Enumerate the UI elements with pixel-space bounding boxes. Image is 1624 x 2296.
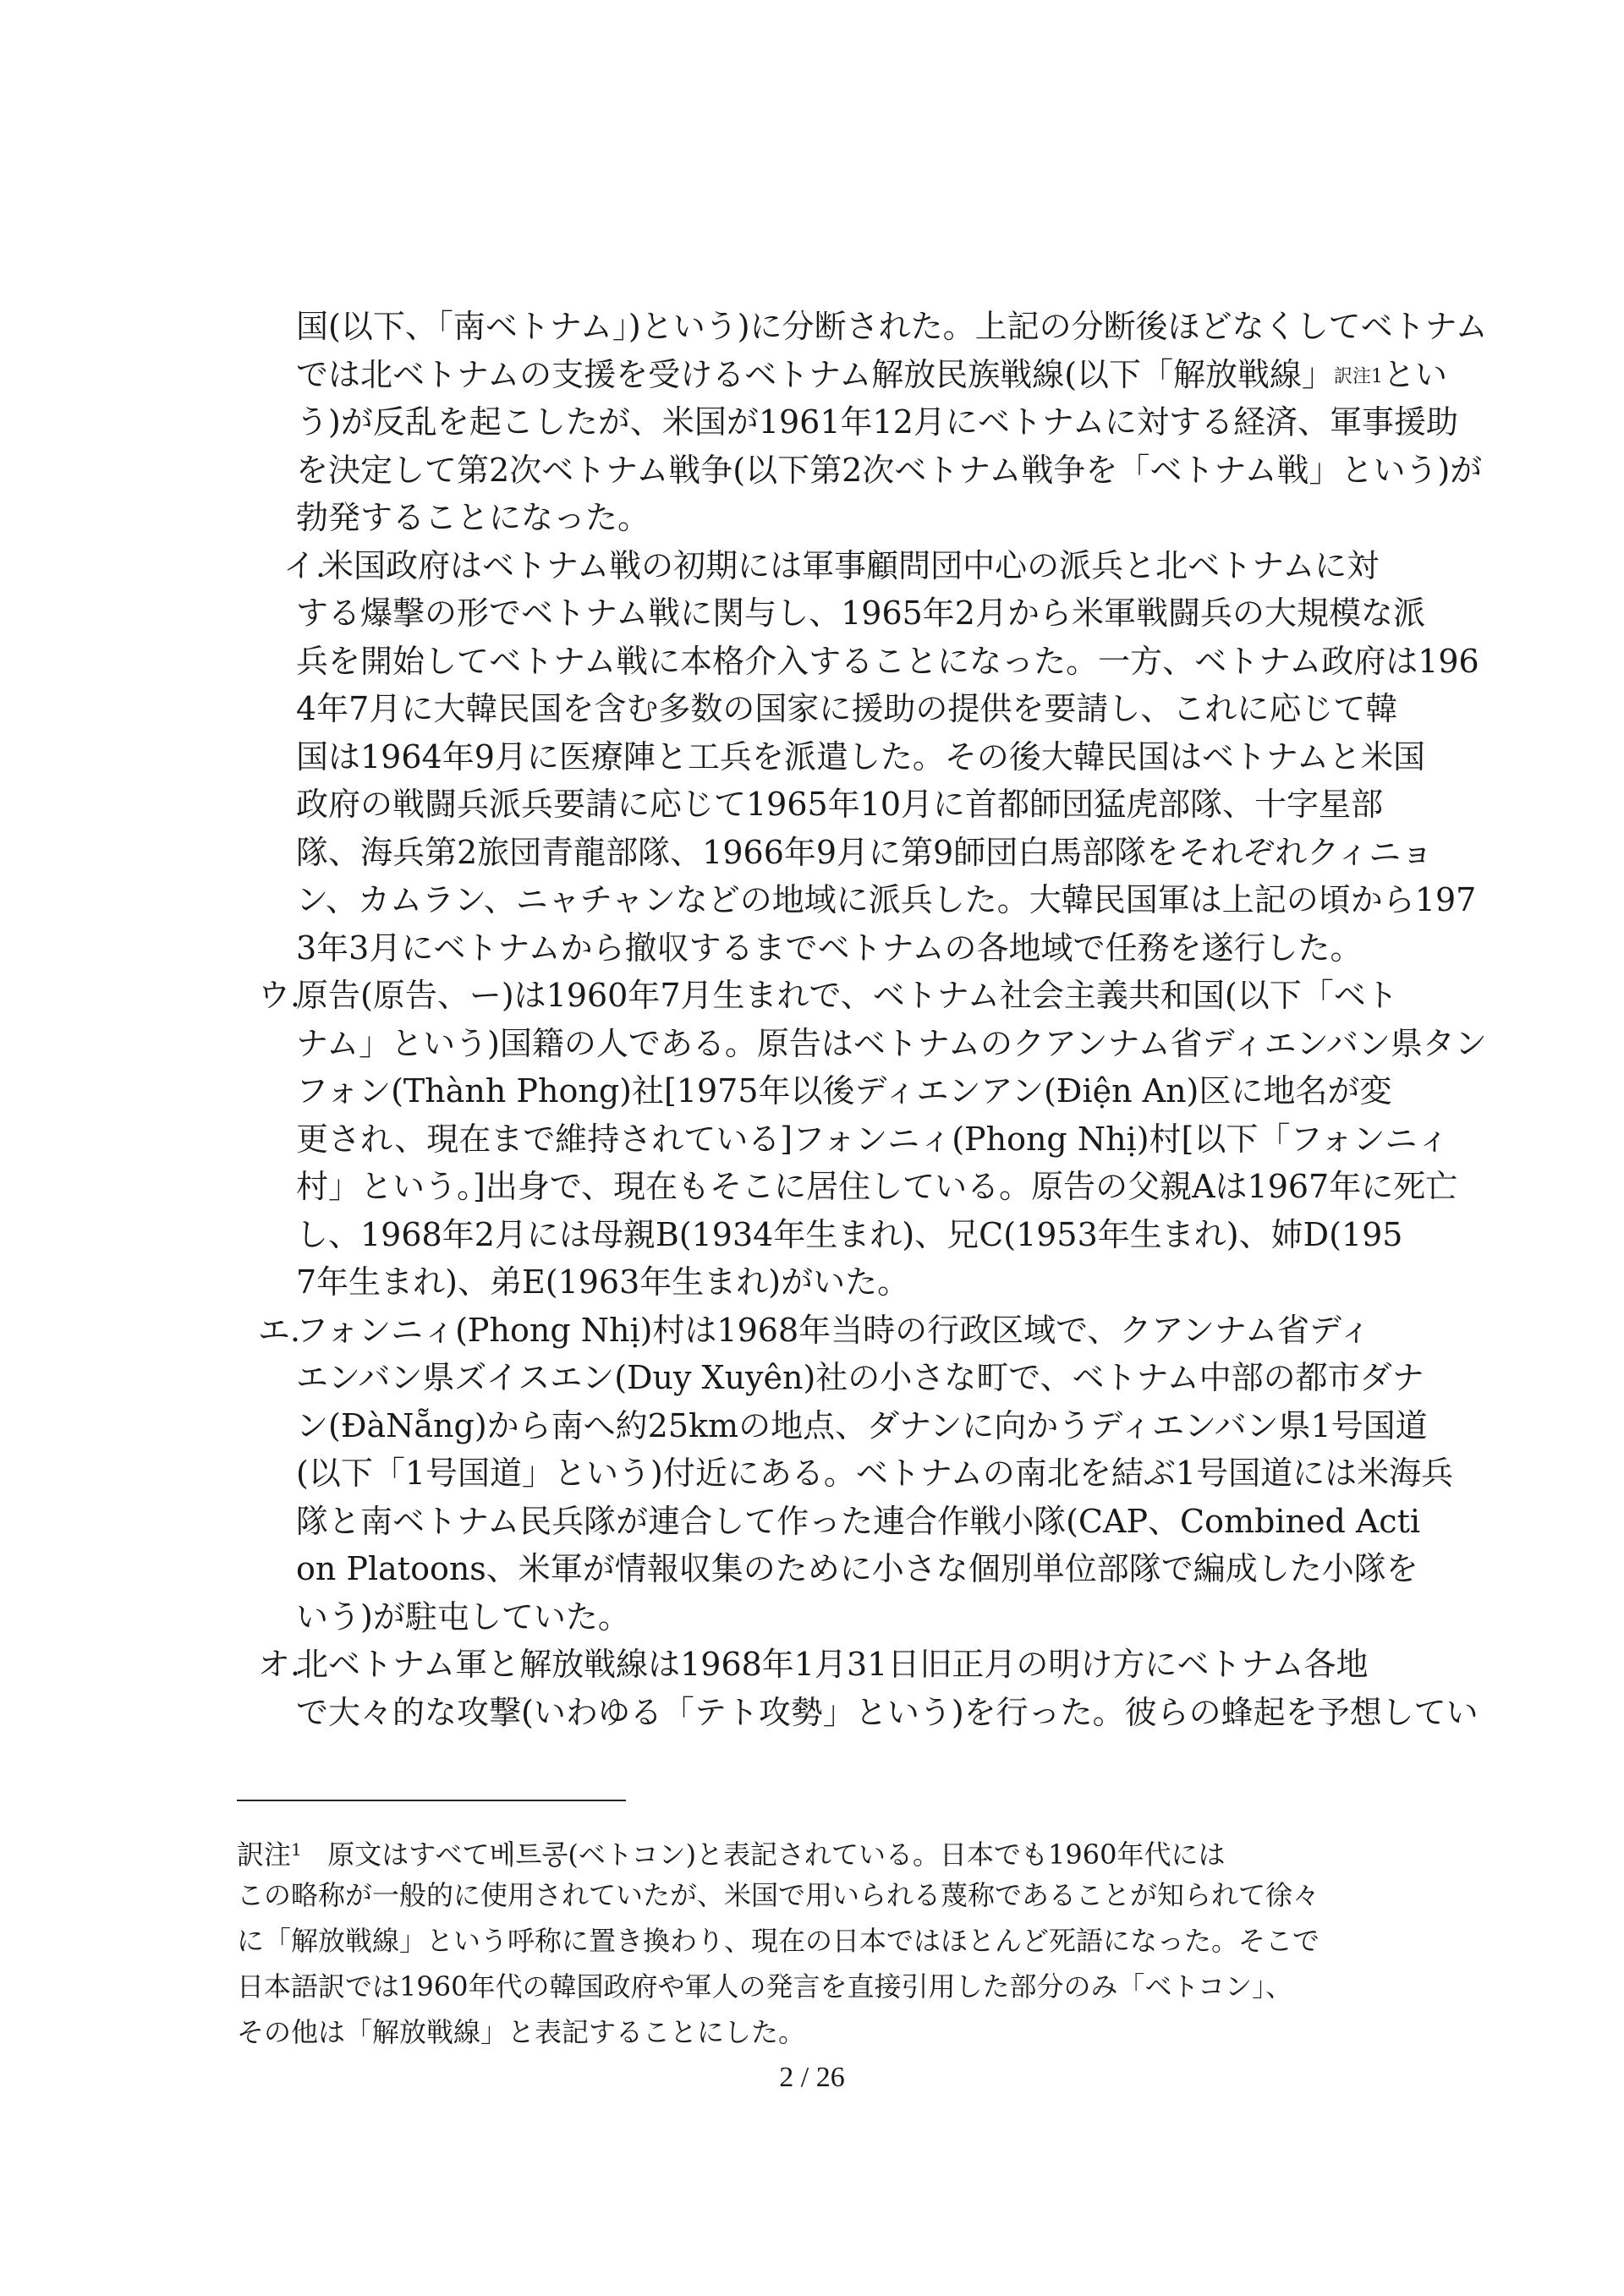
paragraph-line: 3年3月にベトナムから撤収するまでベトナムの各地域で任務を遂行した。 (296, 929, 1363, 967)
paragraph-line: 更され、現在まで維持されている]フォンニィ(Phong Nhị)村[以下「フォンニィ (296, 1120, 1450, 1158)
list-marker: オ. (258, 1646, 301, 1683)
footnote-divider (237, 1800, 626, 1801)
paragraph-line: 隊、海兵第2旅団青龍部隊、1966年9月に第9師団白馬部隊をそれぞれクィニョ (296, 833, 1434, 871)
list-item-marker-line: イ.米国政府はベトナム戦の初期には軍事顧問団中心の派兵と北ベトナムに対 (237, 542, 1438, 590)
paragraph-line: ン、カムラン、ニャチャンなどの地域に派兵した。大韓民国軍は上記の頃から197 (296, 881, 1477, 918)
footnote-label: 訳注 (237, 1838, 292, 1871)
paragraph-line: on Platoons、米軍が情報収集のために小さな個別単位部隊で編成した小隊を (296, 1550, 1418, 1587)
page-number: 2 / 26 (779, 2062, 845, 2093)
paragraph-line: (以下「1号国道」という)付近にある。ベトナムの南北を結ぶ1号国道には米海兵 (296, 1455, 1454, 1492)
paragraph-line: し、1968年2月には母親B(1934年生まれ)、兄C(1953年生まれ)、姉D(195 (296, 1215, 1403, 1253)
paragraph-line: 4年7月に大韓民国を含む多数の国家に援助の提供を要請し、これに応じて韓 (296, 690, 1398, 727)
body-text (237, 303, 1488, 1736)
footnote-number: 1 (291, 1839, 302, 1860)
paragraph-line: 兵を開始してベトナム戦に本格介入することになった。一方、ベトナム政府は196 (296, 642, 1479, 680)
paragraph-line: 国(以下、「南ベトナム」)という)に分断された。上記の分断後ほどなくしてベトナム (296, 308, 1488, 345)
paragraph-line: ン(ĐàNẵng)から南へ約25kmの地点、ダナンに向かうディエンバン県1号国道 (296, 1406, 1428, 1444)
paragraph-line: いう)が駐屯していた。 (296, 1597, 630, 1636)
list-item-marker-line: オ.北ベトナム軍と解放戦線は1968年1月31日旧正月の明け方にベトナム各地 (237, 1641, 1438, 1689)
list-marker: ウ. (258, 977, 301, 1014)
footnote-line: その他は「解放戦線」と表記することにした。 (237, 2016, 806, 2048)
footnote-line: 訳注$^1$ 原文はすべて베트콩(ベトコン)と表記されている。日本でも1960年代には (237, 1838, 1226, 1871)
paragraph-line: 勃発することになった。 (296, 499, 650, 536)
list-item-marker-line: ウ.原告(原告、ー)は1960年7月生まれで、ベトナム社会主義共和国(以下「ベト (237, 972, 1438, 1020)
list-marker: エ. (258, 1311, 301, 1349)
translator-note-ref: 訳注1 (1334, 365, 1384, 387)
paragraph-line: 隊と南ベトナム民兵隊が連合して作った連合作戦小隊(CAP、Combined Acti (296, 1502, 1420, 1540)
footnote-line: に「解放戦線」という呼称に置き換わり、現在の日本ではほとんど死語になった。そこで (237, 1925, 1320, 1957)
paragraph-line: 国は1964年9月に医療陣と工兵を派遣した。その後大韓民国はベトナムと米国 (296, 737, 1425, 775)
list-item-marker-line: エ.フォンニィ(Phong Nhị)村は1968年当時の行政区域で、クアンナム省ディ (237, 1307, 1438, 1355)
paragraph-line: う)が反乱を起こしたが、米国が1961年12月にベトナムに対する経済、軍事援助 (296, 403, 1458, 441)
paragraph-line: で大々的な攻撃(いわゆる「テト攻勢」という)を行った。彼らの蜂起を予想してい (296, 1693, 1479, 1731)
footnote-line: 日本語訳では1960年代の韓国政府や軍人の発言を直接引用した部分のみ「ベトコン」、 (237, 1970, 1293, 2003)
footnote-line: この略称が一般的に使用されていたが、米国で用いられる蔑称であることが知られて徐々 (237, 1879, 1320, 1911)
paragraph-line: ナム」という)国籍の人である。原告はベトナムのクアンナム省ディエンバン県タン (296, 1024, 1487, 1062)
footnote-block (237, 1827, 1438, 2055)
paragraph-line: 7年生まれ)、弟E(1963年生まれ)がいた。 (296, 1263, 910, 1301)
paragraph-line: フォン(Thành Phong)社[1975年以後ディエンアン(Điện An)区に地名が変 (296, 1072, 1392, 1110)
paragraph-line: では北ベトナムの支援を受けるベトナム解放民族戦線(以下「解放戦線」訳注1とい (296, 355, 1448, 393)
list-marker: イ. (283, 546, 326, 584)
paragraph-line: する爆撃の形でベトナム戦に関与し、1965年2月から米軍戦闘兵の大規模な派 (296, 595, 1425, 632)
paragraph-line: 村」という。]出身で、現在もそこに居住している。原告の父親Aは1967年に死亡 (296, 1168, 1458, 1205)
paragraph-line: エンバン県ズイスエン(Duy Xuyên)社の小さな町で、ベトナム中部の都市ダナ (296, 1359, 1424, 1396)
paragraph-line: を決定して第2次ベトナム戦争(以下第2次ベトナム戦争を「ベトナム戦」という)が (296, 451, 1483, 489)
paragraph-line: 政府の戦闘兵派兵要請に応じて1965年10月に首都師団猛虎部隊、十字星部 (296, 786, 1384, 823)
